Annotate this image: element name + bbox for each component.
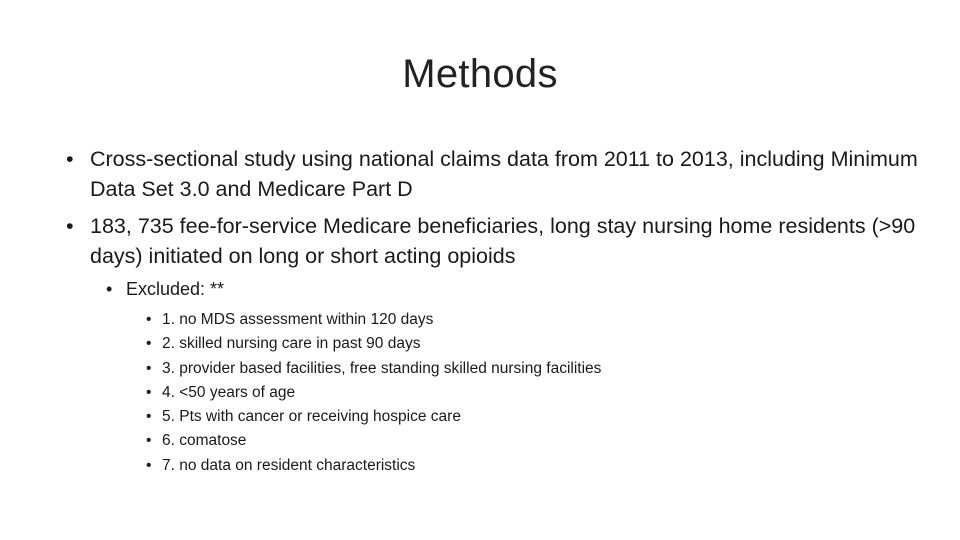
bullet-dot-icon: • (66, 147, 74, 171)
bullet-dot-icon: • (146, 432, 152, 450)
exclusion-item (146, 454, 926, 478)
bullet-dot-icon: • (66, 214, 74, 238)
exclusion-text: 5. Pts with cancer or receiving hospice care (162, 408, 461, 426)
bullet-dot-icon: • (146, 335, 152, 353)
bullet-text: 183, 735 fee-for-service Medicare beneficiaries, long stay nursing home residents (>90 days) initiated on long or short acting opioids (90, 214, 916, 268)
bullet-dot-icon: • (146, 408, 152, 426)
exclusion-text: 6. comatose (162, 432, 247, 450)
sub-bullet-text: Excluded: ** (126, 279, 225, 299)
exclusion-list (146, 308, 926, 478)
sub-bullet-excluded (106, 276, 926, 302)
bullet-text: Cross-sectional study using national claims data from 2011 to 2013, including Minimum Data Set 3.0 and Medicare Part D (90, 147, 918, 201)
exclusion-text: 7. no data on resident characteristics (162, 456, 416, 474)
bullet-population (66, 211, 926, 271)
bullet-study-design (66, 144, 926, 204)
exclusion-item (146, 308, 926, 332)
exclusion-item (146, 332, 926, 356)
exclusion-text: 1. no MDS assessment within 120 days (162, 311, 434, 328)
bullet-dot-icon: • (146, 456, 152, 474)
slide-content (66, 144, 926, 478)
slide-title: Methods (402, 52, 558, 96)
exclusion-item (146, 357, 926, 381)
exclusion-text: 4. <50 years of age (162, 383, 296, 401)
exclusion-item (146, 405, 926, 429)
bullet-dot-icon: • (106, 279, 113, 299)
bullet-dot-icon: • (146, 311, 152, 328)
exclusion-text: 3. provider based facilities, free standing skilled nursing facilities (162, 359, 602, 377)
bullet-dot-icon: • (146, 359, 152, 377)
exclusion-item (146, 429, 926, 453)
exclusion-text: 2. skilled nursing care in past 90 days (162, 335, 421, 353)
exclusion-item (146, 381, 926, 405)
bullet-dot-icon: • (146, 383, 152, 401)
